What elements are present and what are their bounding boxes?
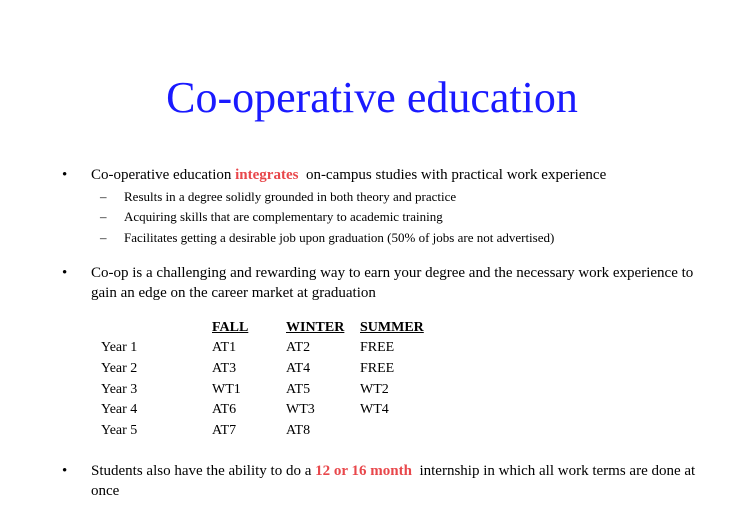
bullet-integrates — [91, 165, 701, 185]
highlight-integrates: integrates — [235, 167, 299, 183]
bullet-marker: • — [62, 265, 68, 281]
year-label: Year 5 — [101, 423, 138, 438]
bullet-marker: • — [62, 167, 68, 183]
term-cell: AT3 — [212, 361, 237, 376]
year-label: Year 1 — [101, 340, 138, 355]
highlight-month: 12 or 16 month — [315, 463, 412, 479]
term-cell: FREE — [360, 340, 395, 355]
term-cell: WT1 — [212, 382, 241, 397]
term-cell: FREE — [360, 361, 395, 376]
term-cell: WT4 — [360, 402, 389, 417]
bullet-internship — [91, 461, 701, 501]
header-winter: WINTER — [286, 320, 345, 335]
term-cell: AT2 — [286, 340, 311, 355]
term-cell: AT5 — [286, 382, 311, 397]
bullet-marker: • — [62, 463, 68, 479]
header-summer: SUMMER — [360, 320, 424, 335]
bullet-co-op-challenging: Co-op is a challenging and rewarding way to earn your degree and the necessary work experience to gain an edge on the career market at graduation — [91, 265, 694, 301]
sub-bullet-marker: – — [100, 209, 107, 224]
term-cell: WT2 — [360, 382, 389, 397]
term-cell: AT4 — [286, 361, 311, 376]
year-label: Year 2 — [101, 361, 138, 376]
sub-bullet-theory: Results in a degree solidly grounded in both theory and practice — [124, 189, 457, 204]
sub-bullet-marker: – — [100, 230, 107, 245]
header-fall: FALL — [212, 320, 249, 335]
term-cell: AT8 — [286, 423, 311, 438]
sub-bullet-job: Facilitates getting a desirable job upon graduation (50% of jobs are not advertised) — [124, 230, 555, 245]
year-label: Year 4 — [101, 402, 138, 417]
bullet-text-after: on-campus studies with practical work experience — [298, 167, 607, 183]
sub-bullet-skills: Acquiring skills that are complementary to academic training — [124, 209, 443, 224]
sub-bullet-marker: – — [100, 189, 107, 204]
term-cell: WT3 — [286, 402, 315, 417]
term-cell: AT7 — [212, 423, 237, 438]
bullet-text-before: Students also have the ability to do a — [91, 463, 316, 479]
year-label: Year 3 — [101, 382, 138, 397]
bullet-text-after: internship in which all work terms are done at once — [91, 463, 699, 499]
term-cell: AT6 — [212, 402, 237, 417]
term-cell: AT1 — [212, 340, 237, 355]
slide-title: Co-operative education — [166, 73, 578, 122]
bullet-text-before: Co-operative education — [91, 167, 236, 183]
